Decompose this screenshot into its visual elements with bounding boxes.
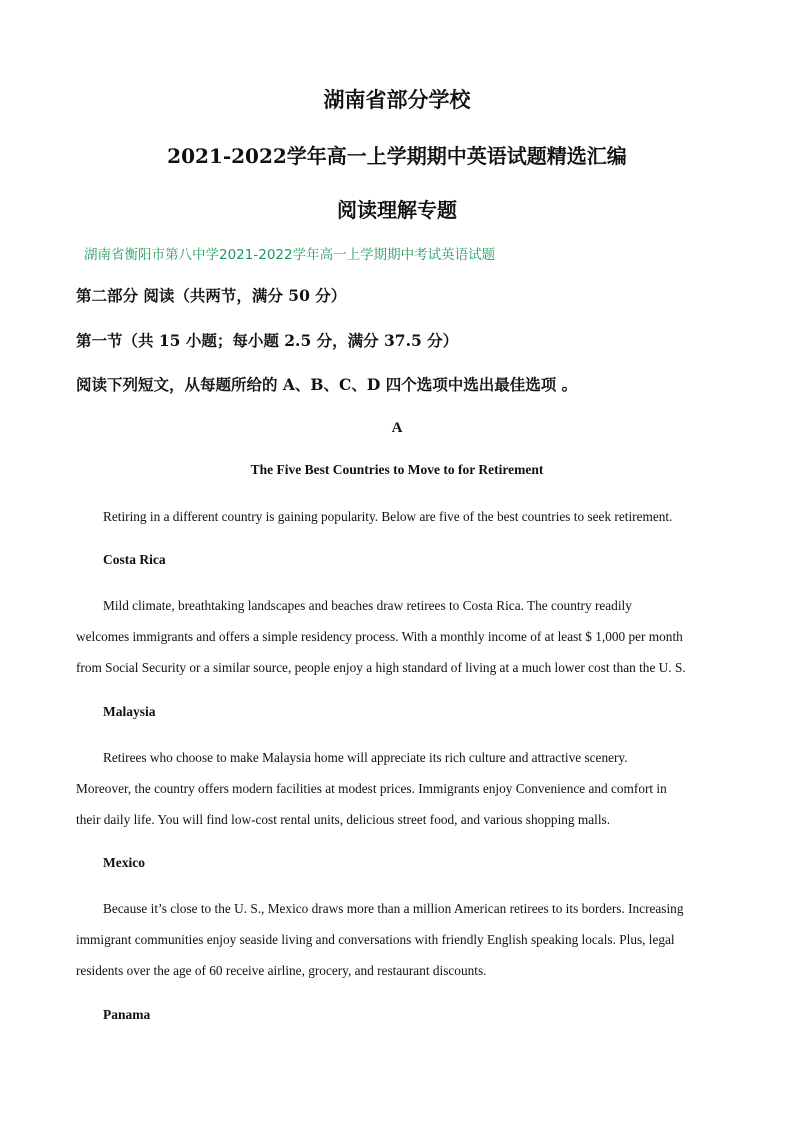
paragraph-line: Moreover, the country offers modern facilities at modest prices. Immigrants enjoy Convenience and comfort in	[76, 781, 667, 796]
paragraph-line: immigrant communities enjoy seaside living and conversations with friendly English speaking locals. Plus, legal	[76, 932, 675, 947]
paragraph-mexico	[76, 893, 721, 986]
directions-instruction: 阅读下列短文，从每题所给的 A、B、C、D 四个选项中选出最佳选项 。	[76, 375, 578, 394]
intro-line: Retiring in a different country is gaining popularity. Below are five of the best countries to seek retirement.	[103, 509, 673, 524]
heading-costa-rica: Costa Rica	[103, 552, 166, 567]
heading-panama: Panama	[103, 1007, 151, 1022]
paragraph-line: Retirees who choose to make Malaysia home will appreciate its rich culture and attractive scenery.	[103, 750, 628, 765]
heading-mexico: Mexico	[103, 855, 145, 870]
paragraph-malaysia	[76, 742, 721, 835]
heading-malaysia: Malaysia	[103, 704, 156, 719]
paragraph-costa-rica	[76, 590, 721, 683]
passage-intro	[76, 501, 721, 532]
section-instruction: 第一节（共 15 小题；每小题 2.5 分，满分 37.5 分）	[76, 331, 459, 350]
paragraph-line: from Social Security or a similar source, people enjoy a high standard of living at a much lower cost than the U. S.	[76, 660, 686, 675]
paragraph-line: Because it’s close to the U. S., Mexico draws more than a million American retirees to its borders. Increasing	[103, 901, 684, 916]
document-title-line2: 2021-2022学年高一上学期期中英语试题精选汇编	[167, 144, 627, 168]
passage-title: The Five Best Countries to Move to for Retirement	[250, 462, 544, 477]
document-title-line3: 阅读理解专题	[337, 198, 457, 222]
paragraph-line: residents over the age of 60 receive airline, grocery, and restaurant discounts.	[76, 963, 487, 978]
paragraph-line: welcomes immigrants and offers a simple residency process. With a monthly income of at least $ 1,000 per month	[76, 629, 683, 644]
document-title-line1: 湖南省部分学校	[323, 87, 471, 112]
paragraph-line: their daily life. You will find low-cost rental units, delicious street food, and various shopping malls.	[76, 812, 611, 827]
source-note: 湖南省衡阳市第八中学2021-2022学年高一上学期期中考试英语试题	[84, 247, 496, 263]
paragraph-line: Mild climate, breathtaking landscapes and beaches draw retirees to Costa Rica. The country readily	[103, 598, 632, 613]
part-instruction: 第二部分 阅读（共两节，满分 50 分）	[76, 286, 347, 305]
passage-letter: A	[391, 420, 403, 436]
